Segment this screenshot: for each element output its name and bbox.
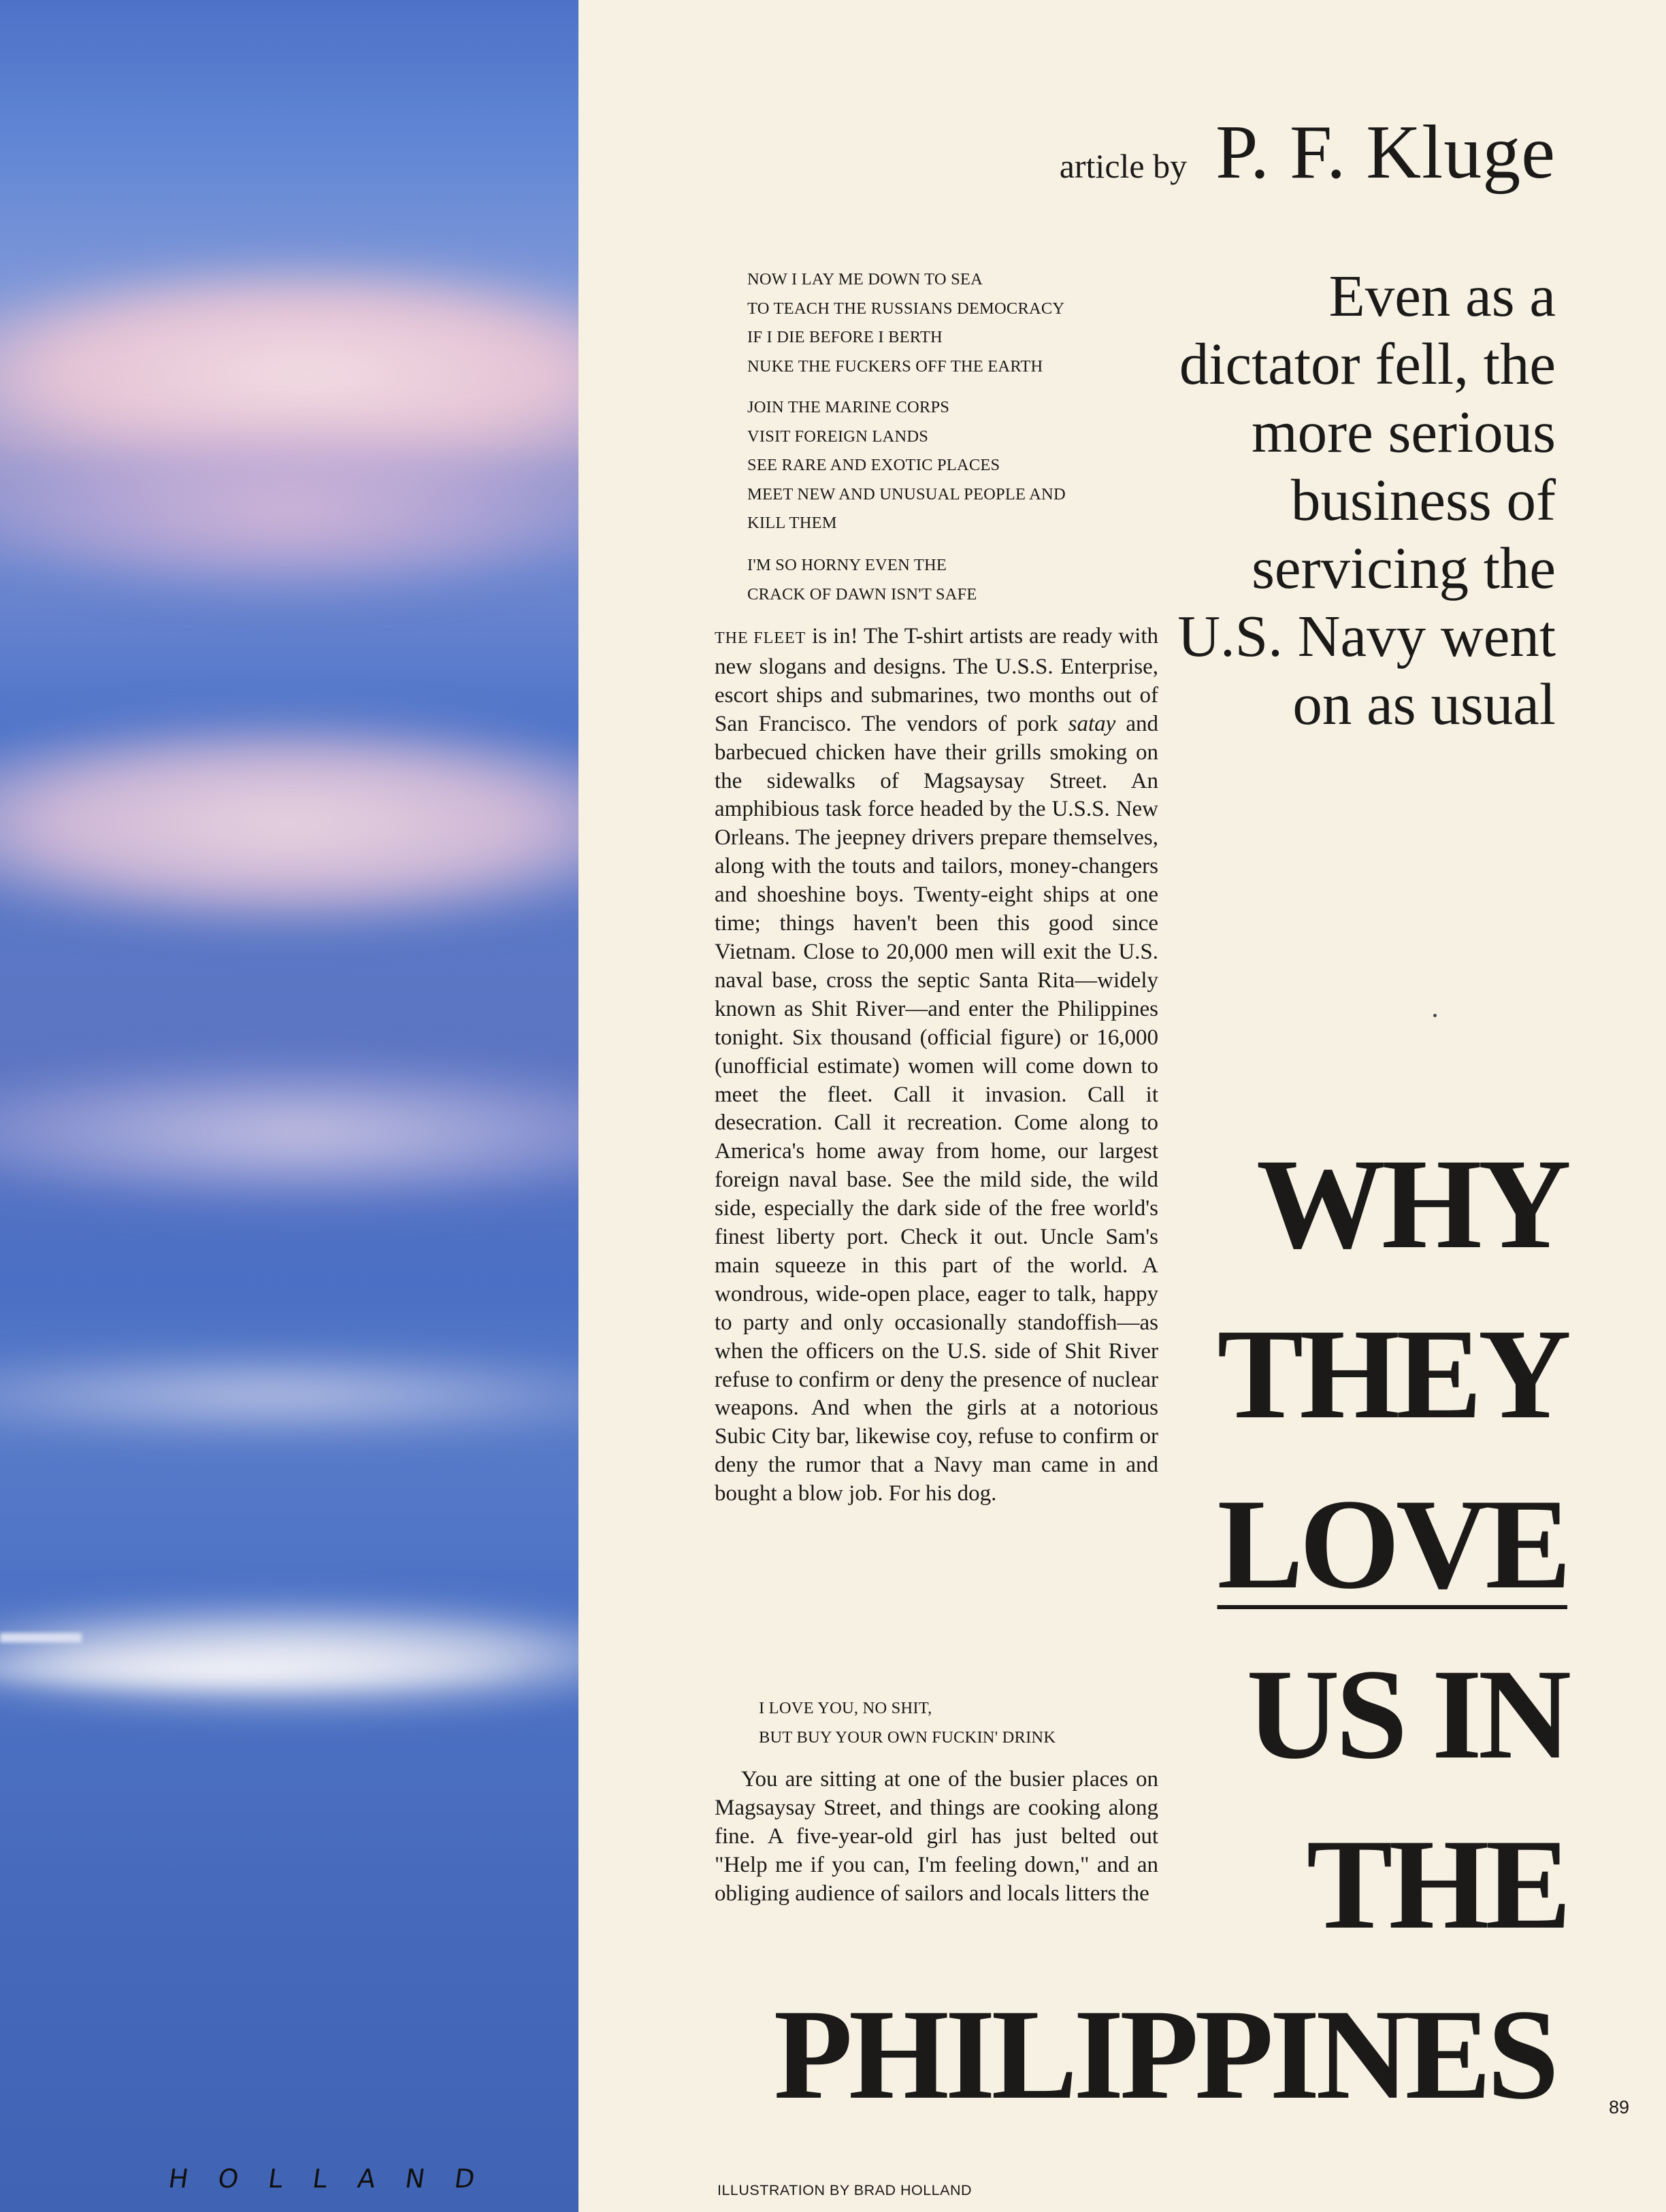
verse-line: IF I DIE BEFORE I BERTH	[747, 328, 943, 346]
artist-signature: HOLLAND	[166, 2164, 507, 2194]
verse-line: I'M SO HORNY EVEN THE	[747, 556, 947, 574]
verse-line: CRACK OF DAWN ISN'T SAFE	[747, 584, 977, 604]
headline-line-5: THE	[1306, 1813, 1567, 1956]
body-text: and barbecued chicken have their grills smoking on the sidewalks of Magsaysay Street. An amphibious task force headed by the U.S.S. New Orleans. The jeepney drivers prepare themselves, along with the touts and tailors, money-changers and shoeshine boys. Twenty-eight ships at one time; things haven't been this good since Vietnam. Close to 20,000 men will exit the U.S. naval base, cross the septic Santa Rita—widely known as Shit River—and enter the Philippines tonight. Six thousand (official figure) or 16,000 (unofficial estimate) women will come down to meet the fleet. Call it invasion. Call it desecration. Call it recreation. Come along to America's home away from home, our largest foreign naval base. See the mild side, the wild side, especially the dark side of the free world's finest liberty port. Check it out. Uncle Sam's main squeeze in this part of the world. A wondrous, wide-open place, eager to talk, happy to party and only occasionally standoffish—as when the officers on the U.S. side of Shit River refuse to confirm or deny the presence of nuclear weapons. And when the girls at a notorious Subic City bar, likewise coy, refuse to confirm or deny the rumor that a Navy man came in and bought a blow job. For his dog.	[715, 711, 1158, 1506]
body-paragraph-2: You are sitting at one of the busier places on Magsaysay Street, and things are cooking along fine. A five-year-old girl has just belted out "Help me if you can, I'm feeling down," and an obliging audience of sailors and locals litters the	[715, 1767, 1158, 1906]
verse-line: BUT BUY YOUR OWN FUCKIN' DRINK	[759, 1728, 1056, 1747]
cloud-shape	[0, 1354, 578, 1436]
headline-line-2: THEY	[1217, 1303, 1567, 1446]
verse-line: NUKE THE FUCKERS OFF THE EARTH	[747, 357, 1043, 376]
deck: Even as a dictator fell, the more serious business of servicing the U.S. Navy went on as usual	[1177, 263, 1556, 737]
illustration-credit: ILLUSTRATION BY BRAD HOLLAND	[717, 2182, 973, 2198]
lead-in: THE FLEET	[715, 629, 806, 647]
ship-silhouette	[0, 1633, 82, 1643]
epigraph-verse-4	[759, 1694, 1056, 1752]
verse-line: JOIN THE MARINE CORPS	[747, 398, 950, 416]
headline-line-1: WHY	[1256, 1133, 1567, 1276]
verse-line: VISIT FOREIGN LANDS	[747, 427, 929, 446]
verse-line: NOW I LAY ME DOWN TO SEA	[747, 270, 983, 288]
page-number: 89	[1608, 2097, 1629, 2117]
body-italic: satay	[1068, 711, 1116, 736]
verse-line: I LOVE YOU, NO SHIT,	[759, 1699, 932, 1717]
headline-line-3: LOVE	[1217, 1473, 1567, 1616]
epigraph-verse-3	[747, 551, 977, 609]
byline	[1060, 109, 1556, 197]
verse-line: TO TEACH THE RUSSIANS DEMOCRACY	[747, 299, 1065, 318]
headline-line-6: PHILIPPINES	[773, 1983, 1555, 2126]
epigraph-verse-1	[747, 265, 1064, 381]
verse-line: KILL THEM	[747, 514, 837, 532]
verse-line: SEE RARE AND EXOTIC PLACES	[747, 456, 1000, 474]
verse-line: MEET NEW AND UNUSUAL PEOPLE AND	[747, 484, 1066, 504]
body-text: is in! The T-shirt artists are ready with new slogans and designs. The U.S.S. Enterprise, escort ships and submarines, two months out of San Francisco. The vendors of pork	[715, 624, 1158, 736]
illustration	[0, 0, 578, 2212]
body-paragraph-1	[715, 623, 1158, 1508]
cloud-shape	[0, 422, 578, 599]
cloud-shape	[0, 1061, 578, 1204]
headline-line-4: US IN	[1246, 1643, 1567, 1786]
cloud-shape	[0, 714, 578, 932]
epigraph-verse-2	[747, 393, 1066, 538]
author-name: P. F. Kluge	[1215, 110, 1556, 195]
stray-mark	[1433, 1014, 1437, 1017]
byline-label: article by	[1059, 147, 1188, 185]
